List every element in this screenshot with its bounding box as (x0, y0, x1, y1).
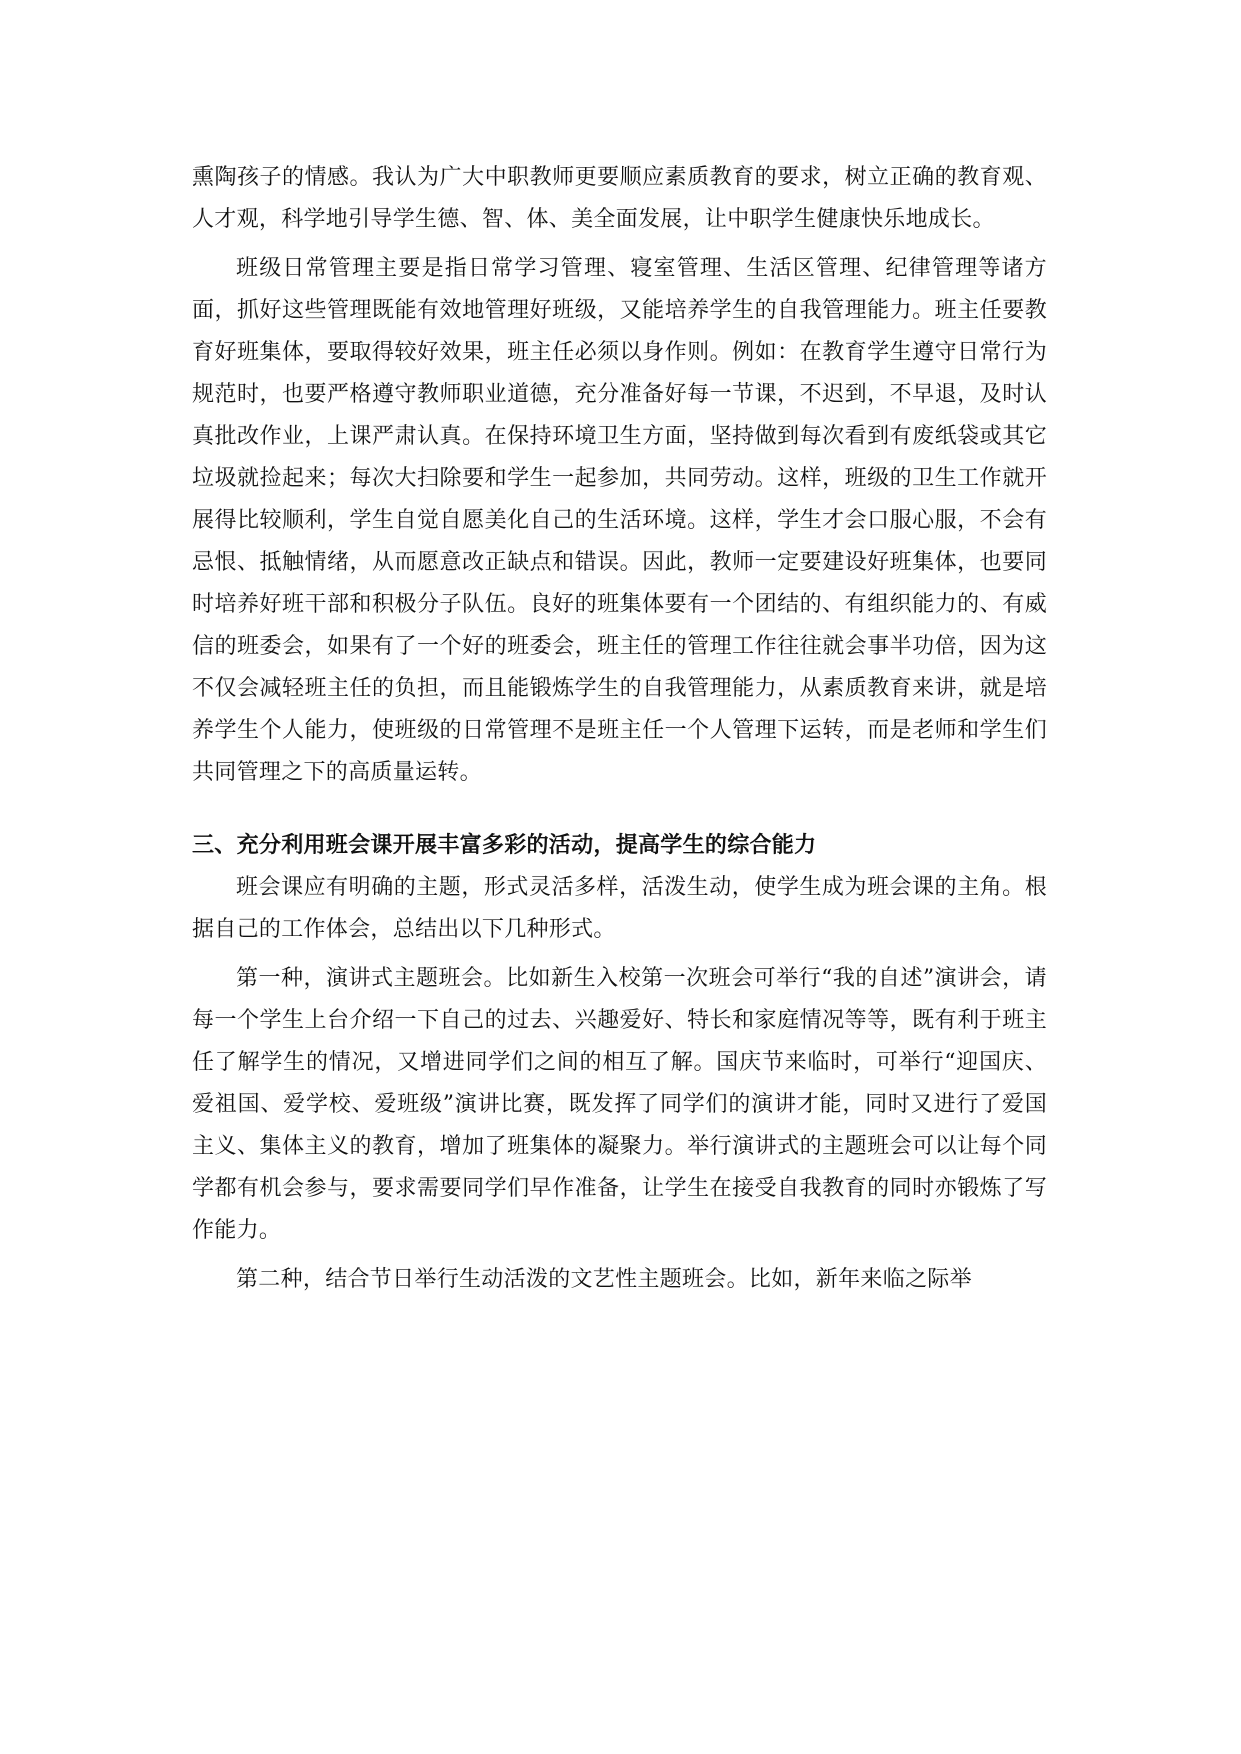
paragraph-class-meeting-intro: 班会课应有明确的主题，形式灵活多样，活泼生动，使学生成为班会课的主角。根据自己的工作体会，总结出以下几种形式。 (192, 875, 1047, 942)
section-heading: 三、充分利用班会课开展丰富多彩的活动，提高学生的综合能力 (192, 833, 817, 858)
paragraph-continued: 熏陶孩子的情感。我认为广大中职教师更要顺应素质教育的要求，树立正确的教育观、人才观，科学地引导学生德、智、体、美全面发展，让中职学生健康快乐地成长。 (192, 165, 1047, 232)
document-body (192, 157, 1047, 1308)
paragraph-class-daily-management: 班级日常管理主要是指日常学习管理、寝室管理、生活区管理、纪律管理等诸方面，抓好这些管理既能有效地管理好班级，又能培养学生的自我管理能力。班主任要教育好班集体，要取得较好效果，班主任必须以身作则。例如：在教育学生遵守日常行为规范时，也要严格遵守教师职业道德，充分准备好每一节课，不迟到，不早退，及时认真批改作业，上课严肃认真。在保持环境卫生方面，坚持做到每次看到有废纸袋或其它垃圾就捡起来；每次大扫除要和学生一起参加，共同劳动。这样，班级的卫生工作就开展得比较顺利，学生自觉自愿美化自己的生活环境。这样，学生才会口服心服，不会有忌恨、抵触情绪，从而愿意改正缺点和错误。因此，教师一定要建设好班集体，也要同时培养好班干部和积极分子队伍。良好的班集体要有一个团结的、有组织能力的、有威信的班委会，如果有了一个好的班委会，班主任的管理工作往往就会事半功倍，因为这不仅会减轻班主任的负担，而且能锻炼学生的自我管理能力，从素质教育来讲，就是培养学生个人能力，使班级的日常管理不是班主任一个人管理下运转，而是老师和学生们共同管理之下的高质量运转。 (192, 256, 1047, 785)
paragraph-speech-meeting: 第一种，演讲式主题班会。比如新生入校第一次班会可举行“我的自述”演讲会，请每一个学生上台介绍一下自己的过去、兴趣爱好、特长和家庭情况等等，既有利于班主任了解学生的情况，又增进同学们之间的相互了解。国庆节来临时，可举行“迎国庆、爱祖国、爱学校、爱班级”演讲比赛，既发挥了同学们的演讲才能，同时又进行了爱国主义、集体主义的教育，增加了班集体的凝聚力。举行演讲式的主题班会可以让每个同学都有机会参与，要求需要同学们早作准备，让学生在接受自我教育的同时亦锻炼了写作能力。 (192, 966, 1047, 1243)
paragraph-festival-meeting: 第二种，结合节日举行生动活泼的文艺性主题班会。比如，新年来临之际举 (236, 1267, 972, 1292)
